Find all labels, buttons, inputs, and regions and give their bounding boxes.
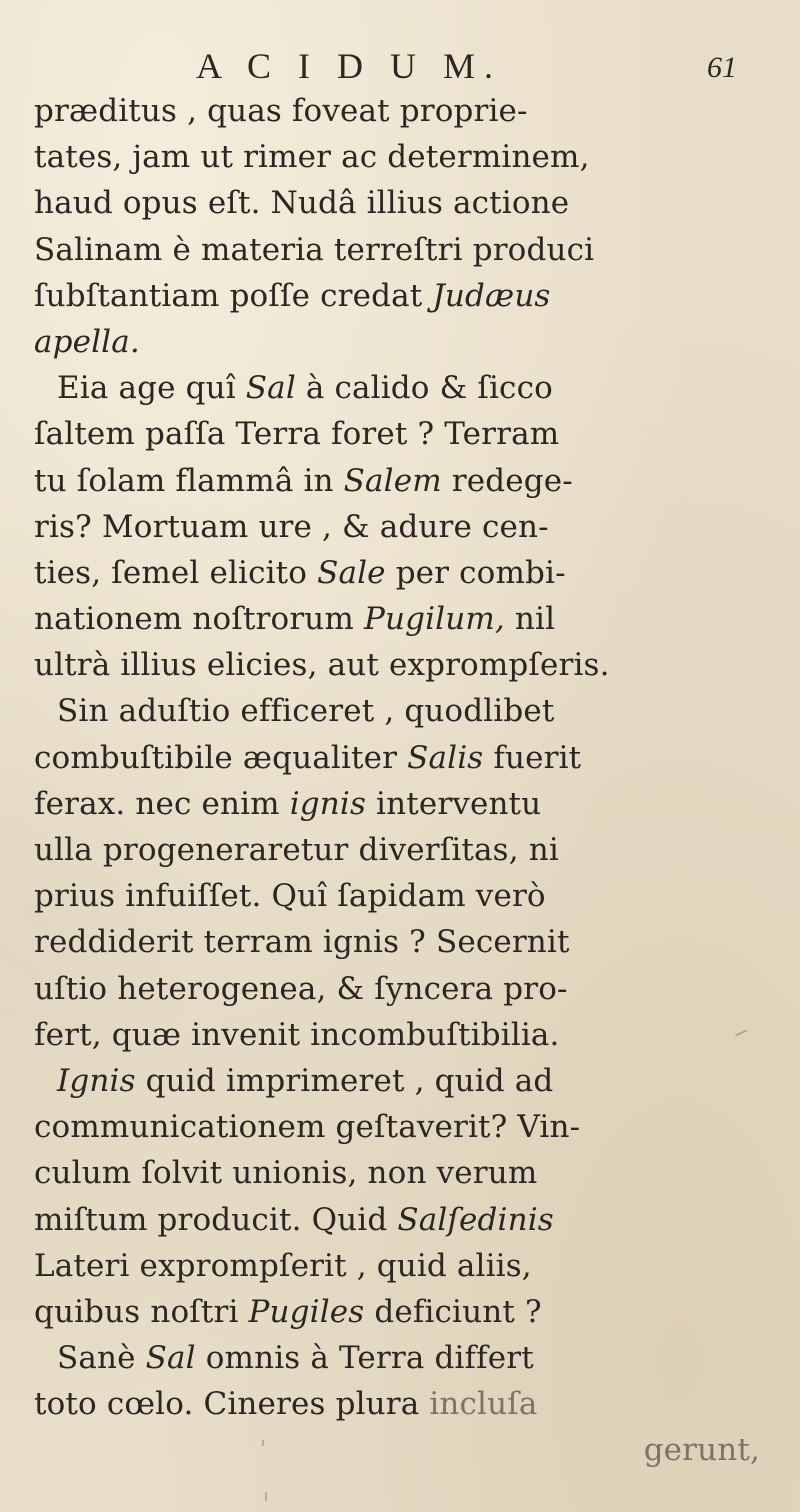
text-segment: fert, quæ invenit incombuſtibilia. [34,1016,560,1053]
italic-word: Pugiles [248,1293,365,1330]
text-line [34,504,774,550]
text-line [34,273,774,319]
text-segment: communicationem geſtaverit? Vin- [34,1109,581,1146]
text-line [34,411,774,457]
italic-word: Salis [407,739,484,776]
italic-word: Pugilum, [363,601,505,638]
text-segment: tates, jam ut rimer ac determinem, [34,139,590,176]
italic-word: apella. [34,323,140,360]
text-line [34,1289,774,1335]
italic-word: Ignis [57,1062,136,1099]
text-segment: à calido & ſicco [295,370,553,407]
text-segment: combuſtibile æqualiter [34,739,408,776]
text-segment: quid imprimeret , quid ad [135,1062,554,1099]
text-segment: tu ſolam flammâ in [34,462,344,499]
text-line [34,1335,774,1381]
text-line [34,1012,774,1058]
italic-word: ignis [289,785,367,822]
text-line [34,873,774,919]
text-segment: ſaltem paſſa Terra foret ? Terram [34,416,560,453]
text-line [34,919,774,965]
italic-word: Sal [245,370,296,407]
text-segment: nil [504,601,556,638]
text-segment: fuerit [483,739,582,776]
text-segment: Lateri exprompſerit , quid aliis, [34,1247,532,1284]
italic-word: Sale [317,554,386,591]
text-line [34,227,774,273]
text-line [34,1058,774,1104]
text-segment: culum ſolvit unionis, non verum [34,1155,538,1192]
text-segment: quibus noſtri [34,1293,249,1330]
text-segment: deficiunt ? [364,1293,542,1330]
text-line [34,365,774,411]
text-segment: gerunt, [643,1432,760,1469]
text-line [34,596,774,642]
text-segment: Sin aduſtio efficeret , quodlibet [57,693,555,730]
text-line [34,966,774,1012]
text-line [34,827,774,873]
text-segment: præditus , quas foveat proprie- [34,93,528,129]
body-text [34,88,774,1474]
text-line [34,88,774,134]
text-segment: uſtio heterogenea, & ſyncera pro- [34,970,568,1007]
running-head: A C I D U M. [196,46,503,86]
text-line [34,1150,774,1196]
text-segment: ties, ſemel elicito [34,554,318,591]
paper-speck [265,1492,267,1501]
text-line [34,134,774,180]
page-number: 61 [707,51,737,84]
text-line [34,1381,774,1427]
text-segment: ſubſtantiam poſſe credat [34,277,433,314]
text-line [34,1104,774,1150]
text-segment: Eia age quî [57,370,246,407]
text-line [34,1243,774,1289]
text-segment: nationem noſtrorum [34,601,364,638]
italic-word: Sal [145,1340,196,1377]
text-line [34,550,774,596]
text-line [34,1427,774,1473]
italic-word: Salem [343,462,442,499]
text-line [34,781,774,827]
italic-word: Salſedinis [397,1201,554,1238]
text-segment: per combi- [385,554,566,591]
page-header [0,44,800,94]
text-segment: interventu [366,785,542,822]
text-line [34,642,774,688]
text-segment: prius infuiſſet. Quî ſapidam verò [34,878,546,915]
text-segment: reddiderit terram ignis ? Secernit [34,924,570,961]
text-segment: incluſa [429,1386,538,1423]
text-segment: haud opus eſt. Nudâ illius actione [34,185,570,222]
text-segment: ferax. nec enim [34,785,290,822]
text-line [34,319,774,365]
text-line [34,458,774,504]
text-line [34,1197,774,1243]
text-line [34,688,774,734]
text-segment: redege- [441,462,573,499]
text-segment: Salinam è materia terreſtri produci [34,231,595,268]
text-segment: omnis à Terra differt [195,1340,534,1377]
text-line [34,180,774,226]
text-segment: ultrà illius elicies, aut exprompſeris. [34,647,610,684]
paper-speck [262,1440,264,1446]
text-segment: ulla progeneraretur diverſitas, ni [34,832,559,868]
text-segment: ris? Mortuam ure , & adure cen- [34,508,549,545]
text-segment: miſtum producit. Quid [34,1201,398,1238]
italic-word: Judæus [432,277,551,314]
text-segment: Sanè [57,1340,146,1377]
text-segment: toto cœlo. Cineres plura [34,1386,430,1423]
text-line [34,735,774,781]
